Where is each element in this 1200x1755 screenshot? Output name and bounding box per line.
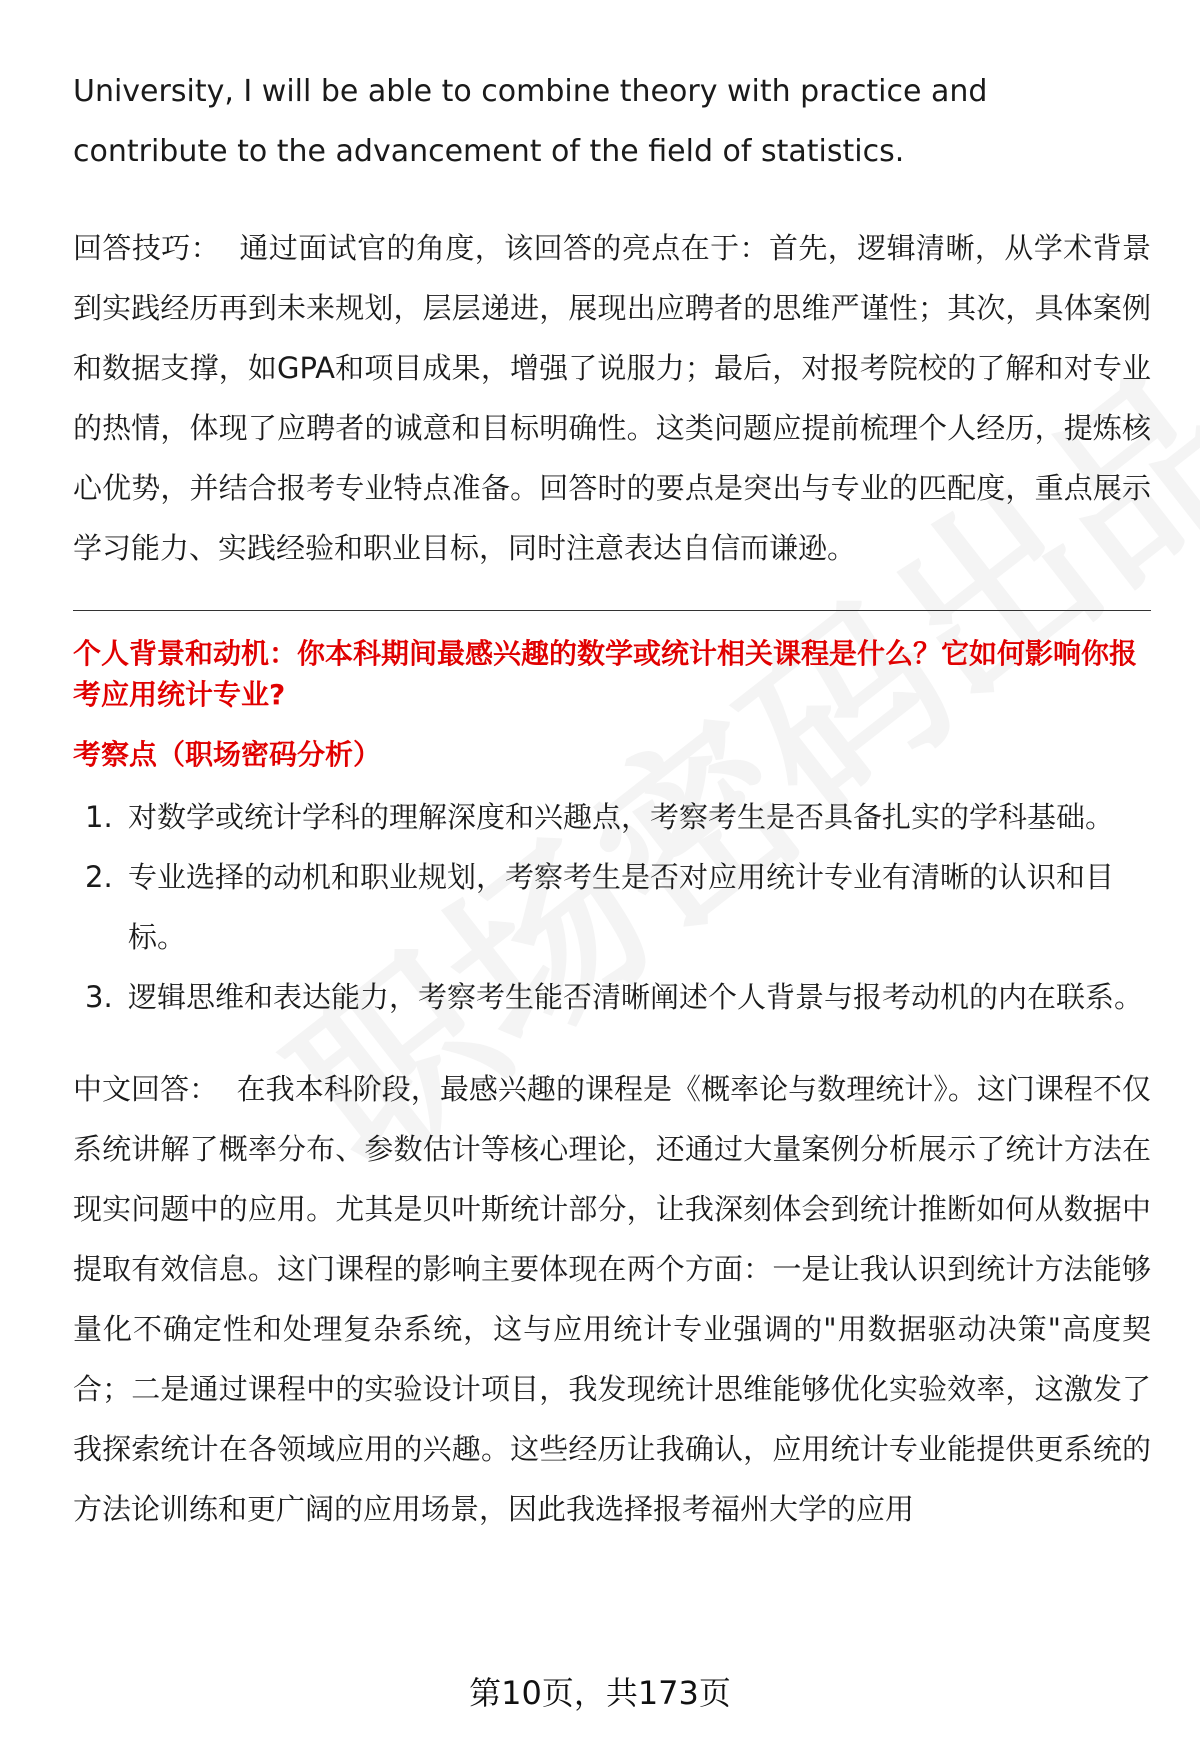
point-text: 对数学或统计学科的理解深度和兴趣点，考察考生是否具备扎实的学科基础。 [128, 800, 1115, 834]
point-number: 3. [85, 980, 113, 1014]
point-text: 逻辑思维和表达能力，考察考生能否清晰阐述个人背景与报考动机的内在联系。 [128, 980, 1144, 1014]
assessment-point [73, 967, 1151, 1027]
point-number: 1. [85, 800, 113, 834]
answer-label: 中文回答： [73, 1072, 219, 1106]
page-number-footer: 第10页，共173页 [469, 1674, 731, 1712]
point-number: 2. [85, 860, 113, 894]
answer-text: 在我本科阶段，最感兴趣的课程是《概率论与数理统计》。这门课程不仅系统讲解了概率分布、参数估计等核心理论，还通过大量案例分析展示了统计方法在现实问题中的应用。尤其是贝叶斯统计部分，让我深刻体会到统计推断如何从数据中提取有效信息。这门课程的影响主要体现在两个方面：一是让我认识到统计方法能够量化不确定性和处理复杂系统，这与应用统计专业强调的"用数据驱动决策"高度契合；二是通过课程中的实验设计项目，我发现统计思维能够优化实验效率，这激发了我探索统计在各领域应用的兴趣。这些经历让我确认，应用统计专业能提供更系统的方法论训练和更广阔的应用场景，因此我选择报考福州大学的应用 [73, 1072, 1151, 1526]
assessment-point [73, 787, 1151, 847]
tips-label: 回答技巧： [73, 231, 221, 265]
assessment-heading: 考察点（职场密码分析） [73, 738, 382, 771]
answer-paragraph [73, 1059, 1151, 1539]
point-text: 专业选择的动机和职业规划，考察考生是否对应用统计专业有清晰的认识和目标。 [128, 860, 1115, 954]
intro-english-paragraph: University, I will be able to combine theory with practice and contribute to the advancement of the field of statistics. [73, 74, 988, 169]
tips-text: 通过面试官的角度，该回答的亮点在于：首先，逻辑清晰，从学术背景到实践经历再到未来规划，层层递进，展现出应聘者的思维严谨性；其次，具体案例和数据支撑，如GPA和项目成果，增强了说服力；最后，对报考院校的了解和对专业的热情，体现了应聘者的诚意和目标明确性。这类问题应提前梳理个人经历，提炼核心优势，并结合报考专业特点准备。回答时的要点是突出与专业的匹配度，重点展示学习能力、实践经验和职业目标，同时注意表达自信而谦逊。 [73, 231, 1151, 565]
tips-paragraph [73, 218, 1151, 578]
document-page [73, 62, 1151, 1539]
assessment-points-list [73, 787, 1151, 1027]
question-title: 个人背景和动机：你本科期间最感兴趣的数学或统计相关课程是什么？它如何影响你报考应用统计专业? [73, 637, 1138, 711]
assessment-point [73, 847, 1151, 967]
section-divider [73, 610, 1151, 611]
